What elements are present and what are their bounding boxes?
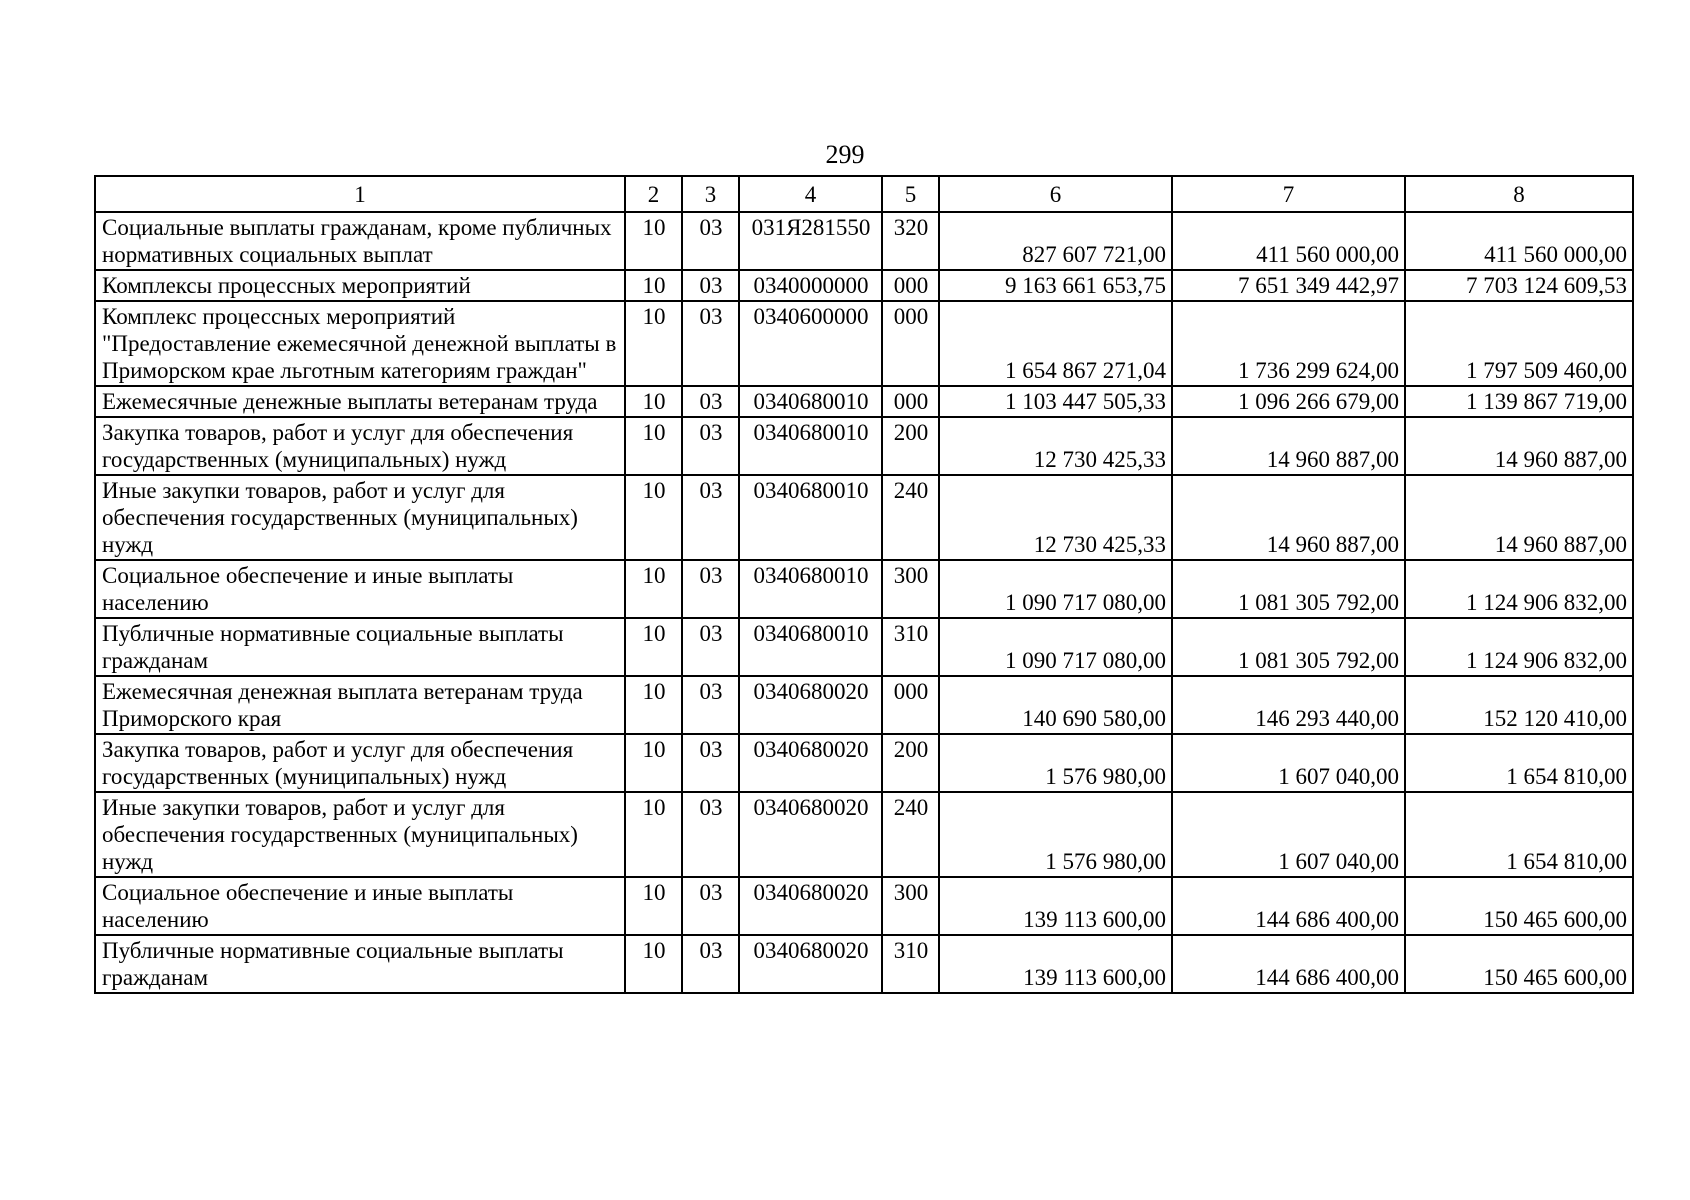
row-amount-3: 411 560 000,00: [1405, 212, 1633, 270]
row-section: 10: [625, 560, 682, 618]
row-subsection: 03: [682, 877, 739, 935]
row-expense-type: 000: [882, 386, 939, 417]
row-amount-2: 1 096 266 679,00: [1172, 386, 1405, 417]
row-expense-type: 000: [882, 676, 939, 734]
row-target: 0340000000: [739, 270, 882, 301]
row-amount-1: 139 113 600,00: [939, 935, 1172, 993]
row-target: 0340680020: [739, 935, 882, 993]
row-amount-1: 1 654 867 271,04: [939, 301, 1172, 386]
row-target: 0340680010: [739, 560, 882, 618]
header-row: [95, 176, 1633, 212]
row-section: 10: [625, 386, 682, 417]
row-target: 0340680020: [739, 877, 882, 935]
row-subsection: 03: [682, 417, 739, 475]
table-row: [95, 877, 1633, 935]
row-amount-3: 7 703 124 609,53: [1405, 270, 1633, 301]
row-target: 0340600000: [739, 301, 882, 386]
row-section: 10: [625, 792, 682, 877]
row-amount-3: 1 124 906 832,00: [1405, 618, 1633, 676]
row-name: Иные закупки товаров, работ и услуг для обеспечения государственных (муниципальных) нужд: [95, 475, 625, 560]
table-row: [95, 676, 1633, 734]
row-name: Комплекс процессных мероприятий "Предоставление ежемесячной денежной выплаты в Приморском крае льготным категориям граждан": [95, 301, 625, 386]
row-amount-2: 144 686 400,00: [1172, 935, 1405, 993]
table-row: [95, 935, 1633, 993]
row-target: 0340680020: [739, 792, 882, 877]
row-section: 10: [625, 618, 682, 676]
row-name: Закупка товаров, работ и услуг для обеспечения государственных (муниципальных) нужд: [95, 734, 625, 792]
table-row: [95, 386, 1633, 417]
table-row: [95, 417, 1633, 475]
row-name: Публичные нормативные социальные выплаты гражданам: [95, 935, 625, 993]
row-amount-1: 12 730 425,33: [939, 417, 1172, 475]
row-expense-type: 000: [882, 270, 939, 301]
row-expense-type: 240: [882, 792, 939, 877]
column-header-8: 8: [1405, 176, 1633, 212]
row-subsection: 03: [682, 212, 739, 270]
row-target: 0340680020: [739, 676, 882, 734]
row-subsection: 03: [682, 386, 739, 417]
column-header-1: 1: [95, 176, 625, 212]
column-header-2: 2: [625, 176, 682, 212]
row-amount-1: 139 113 600,00: [939, 877, 1172, 935]
row-name: Социальные выплаты гражданам, кроме публичных нормативных социальных выплат: [95, 212, 625, 270]
row-subsection: 03: [682, 475, 739, 560]
row-subsection: 03: [682, 618, 739, 676]
row-name: Ежемесячная денежная выплата ветеранам труда Приморского края: [95, 676, 625, 734]
table-row: [95, 734, 1633, 792]
row-amount-2: 14 960 887,00: [1172, 417, 1405, 475]
row-amount-2: 1 081 305 792,00: [1172, 618, 1405, 676]
row-name: Ежемесячные денежные выплаты ветеранам труда: [95, 386, 625, 417]
row-amount-2: 144 686 400,00: [1172, 877, 1405, 935]
row-amount-2: 1 081 305 792,00: [1172, 560, 1405, 618]
row-amount-2: 1 607 040,00: [1172, 792, 1405, 877]
budget-table: [94, 175, 1634, 994]
row-amount-2: 1 607 040,00: [1172, 734, 1405, 792]
row-section: 10: [625, 475, 682, 560]
row-amount-1: 9 163 661 653,75: [939, 270, 1172, 301]
table-body: [95, 212, 1633, 993]
row-subsection: 03: [682, 560, 739, 618]
row-expense-type: 000: [882, 301, 939, 386]
row-amount-3: 14 960 887,00: [1405, 417, 1633, 475]
row-expense-type: 200: [882, 734, 939, 792]
row-amount-3: 14 960 887,00: [1405, 475, 1633, 560]
row-amount-1: 140 690 580,00: [939, 676, 1172, 734]
row-amount-1: 827 607 721,00: [939, 212, 1172, 270]
row-amount-3: 1 139 867 719,00: [1405, 386, 1633, 417]
row-name: Социальное обеспечение и иные выплаты населению: [95, 877, 625, 935]
column-header-5: 5: [882, 176, 939, 212]
table-row: [95, 475, 1633, 560]
row-section: 10: [625, 270, 682, 301]
table-row: [95, 270, 1633, 301]
row-amount-3: 1 654 810,00: [1405, 792, 1633, 877]
row-amount-3: 150 465 600,00: [1405, 935, 1633, 993]
row-amount-2: 411 560 000,00: [1172, 212, 1405, 270]
row-subsection: 03: [682, 676, 739, 734]
row-target: 0340680010: [739, 417, 882, 475]
row-section: 10: [625, 417, 682, 475]
row-section: 10: [625, 734, 682, 792]
row-amount-2: 146 293 440,00: [1172, 676, 1405, 734]
row-amount-3: 152 120 410,00: [1405, 676, 1633, 734]
row-amount-1: 1 090 717 080,00: [939, 560, 1172, 618]
row-section: 10: [625, 676, 682, 734]
column-header-4: 4: [739, 176, 882, 212]
row-subsection: 03: [682, 792, 739, 877]
row-subsection: 03: [682, 734, 739, 792]
row-name: Социальное обеспечение и иные выплаты населению: [95, 560, 625, 618]
row-amount-3: 1 797 509 460,00: [1405, 301, 1633, 386]
row-amount-2: 7 651 349 442,97: [1172, 270, 1405, 301]
row-subsection: 03: [682, 270, 739, 301]
row-amount-1: 1 090 717 080,00: [939, 618, 1172, 676]
table-row: [95, 560, 1633, 618]
row-name: Закупка товаров, работ и услуг для обеспечения государственных (муниципальных) нужд: [95, 417, 625, 475]
row-expense-type: 310: [882, 618, 939, 676]
row-expense-type: 300: [882, 877, 939, 935]
row-expense-type: 200: [882, 417, 939, 475]
row-section: 10: [625, 212, 682, 270]
table-row: [95, 212, 1633, 270]
column-header-6: 6: [939, 176, 1172, 212]
row-amount-2: 1 736 299 624,00: [1172, 301, 1405, 386]
row-amount-3: 150 465 600,00: [1405, 877, 1633, 935]
row-amount-3: 1 654 810,00: [1405, 734, 1633, 792]
row-subsection: 03: [682, 301, 739, 386]
table-row: [95, 301, 1633, 386]
row-amount-1: 1 576 980,00: [939, 792, 1172, 877]
column-header-7: 7: [1172, 176, 1405, 212]
row-expense-type: 310: [882, 935, 939, 993]
row-expense-type: 300: [882, 560, 939, 618]
row-amount-3: 1 124 906 832,00: [1405, 560, 1633, 618]
row-name: Иные закупки товаров, работ и услуг для обеспечения государственных (муниципальных) нужд: [95, 792, 625, 877]
row-name: Комплексы процессных мероприятий: [95, 270, 625, 301]
row-expense-type: 320: [882, 212, 939, 270]
row-expense-type: 240: [882, 475, 939, 560]
row-amount-1: 12 730 425,33: [939, 475, 1172, 560]
column-header-3: 3: [682, 176, 739, 212]
page-number: 299: [825, 140, 865, 169]
table-row: [95, 792, 1633, 877]
row-name: Публичные нормативные социальные выплаты гражданам: [95, 618, 625, 676]
row-amount-1: 1 103 447 505,33: [939, 386, 1172, 417]
row-section: 10: [625, 877, 682, 935]
row-amount-1: 1 576 980,00: [939, 734, 1172, 792]
row-target: 0340680010: [739, 618, 882, 676]
row-section: 10: [625, 301, 682, 386]
row-target: 031Я281550: [739, 212, 882, 270]
row-target: 0340680020: [739, 734, 882, 792]
row-subsection: 03: [682, 935, 739, 993]
row-amount-2: 14 960 887,00: [1172, 475, 1405, 560]
row-target: 0340680010: [739, 475, 882, 560]
row-section: 10: [625, 935, 682, 993]
row-target: 0340680010: [739, 386, 882, 417]
table-row: [95, 618, 1633, 676]
